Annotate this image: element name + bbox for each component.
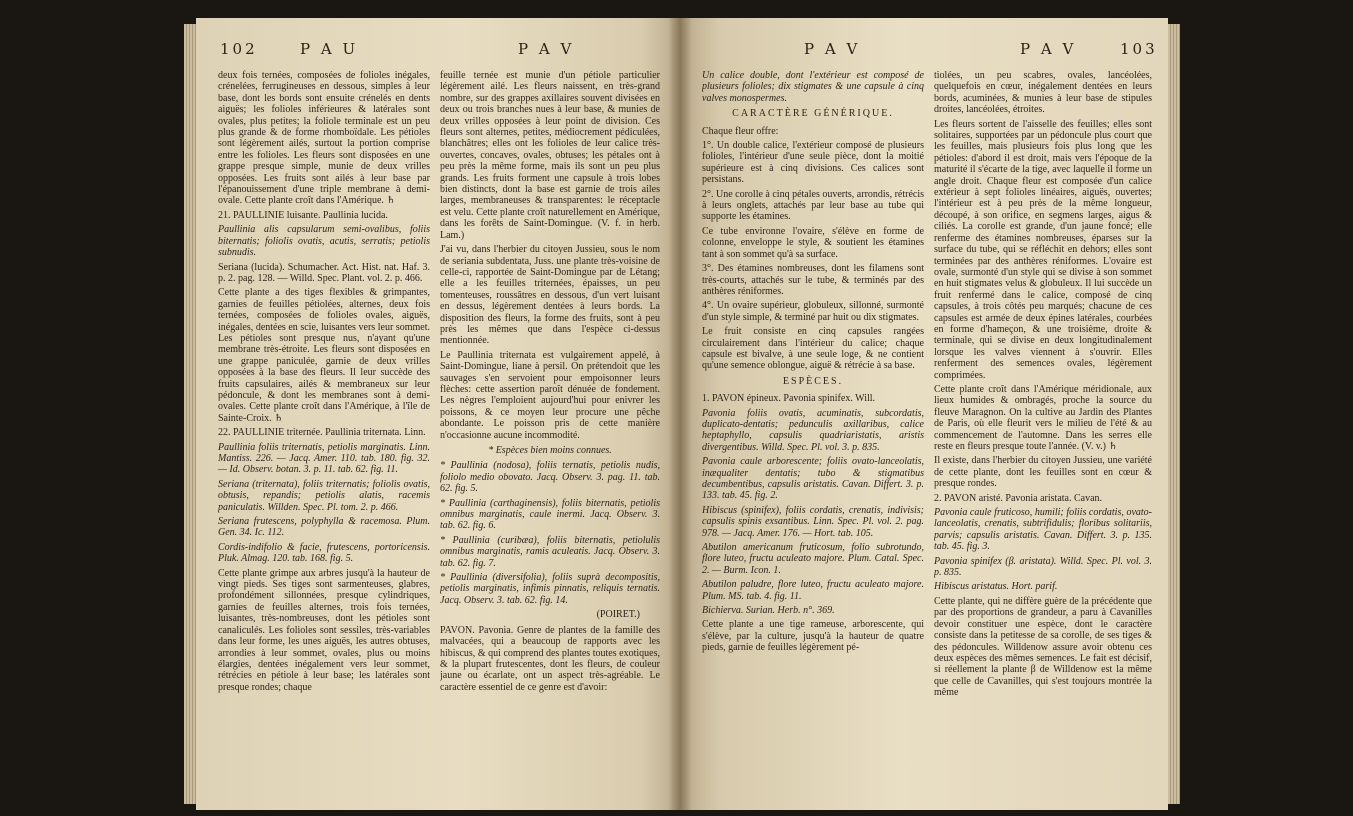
- left-page: [196, 18, 680, 810]
- species-heading: 2. PAVON aristé. Pavonia aristata. Cavan.: [934, 492, 1103, 504]
- latin-description: Paullinia foliis triternatis, petiolis marginatis. Linn. Mantiss. 226. — Jacq. Amer. 110. tab. 180. fig. 32. — Id. Observ. botan. 3. p. 11. tab. 62. fig. 11.: [218, 441, 430, 476]
- left-running-head-1: P A U: [300, 40, 359, 58]
- right-running-head-2: P A V: [1020, 40, 1077, 58]
- section-subheading: * Espèces bien moins connues.: [488, 445, 612, 456]
- latin-description: Hibiscus (spinifex), foliis cordatis, crenatis, indivisis; capsulis spinis exsantibus. Linn. Spec. Pl. vol. 2. pag. 978. — Jacq. Amer. 176. — Hort. tab. 105.: [702, 504, 924, 539]
- essential-character: Un calice double, dont l'extérieur est composé de plusieurs folioles; dix stigmates & une capsule à cinq valves monospermes.: [702, 70, 924, 104]
- latin-description: Hibiscus aristatus. Hort. parif.: [934, 581, 1058, 593]
- paragraph: J'ai vu, dans l'herbier du citoyen Jussieu, sous le nom de seriania subdentata, Juss. une plante très-voisine de celle-ci, rapportée de Saint-Domingue par de Létang; elle a les feuilles triternées, épaisses, un peu tomenteuses, roussâtres en dessous, d'un vert luisant en dessus, légèrement dentées à leurs bords. La disposition des fleurs, la forme des fruits, sont à peu près les mêmes que dans l'espèce ci-dessus mentionnée.: [440, 244, 660, 347]
- right-column-1: [702, 70, 924, 802]
- paragraph: Cette plante a une tige rameuse, arborescente, qui s'élève, par la culture, jusqu'à la hauteur de quatre pieds, garnie de feuilles légèrement pé-: [702, 619, 924, 654]
- latin-description: Pavonia caule fruticoso, humili; foliis cordatis, ovato-lanceolatis, crenatis, subtrifidulis; floribus solitariis, parvis; capsulis aristatis. Cavan. Differt. 3. p. 135. tab. 45. fig. 3.: [934, 507, 1152, 553]
- paragraph: Cette plante croît dans l'Amérique méridionale, aux lieux humides & ombragés, proche la source du fleuve Maragnon. On la cultive au Jardin des Plantes de Paris, où elle fleurit vers le milieu de l'été & au commencement de l'automne. Dans les serres elle reste en fleurs presque toute l'année. (V. v.) ♄: [934, 383, 1152, 452]
- genus-intro: PAVON. Pavonia. Genre de plantes de la famille des malvacées, qui a beaucoup de rapports avec les hibiscus, & qui comprend des plantes toutes exotiques, & la plupart frutescentes, dont les fleurs, de couleur jaune ou écarlate, ont un aspect très-agréable. Le caractère essentiel de ce genre est d'avoir:: [440, 624, 660, 693]
- latin-description: * Paullinia (curibæa), foliis biternatis, petiolulis omnibus marginatis, ramis aculeatis. Jacq. Observ. 3. tab. 62. fig. 7.: [440, 534, 660, 569]
- paragraph: Chaque fleur offre:: [702, 125, 779, 137]
- paragraph: 4°. Un ovaire supérieur, globuleux, sillonné, surmonté d'un style simple, & terminé par huit ou dix stigmates.: [702, 300, 924, 323]
- section-heading: ESPÈCES.: [782, 375, 844, 387]
- paragraph: feuille ternée est munie d'un pétiole particulier légèrement ailé. Les fleurs naissent, en très-grand nombre, sur des grappes axillaires souvent divisées en deux ou trois branches nues à leur base, & munies de deux vrilles opposées à leur point de division. Ces fleurs sont alternes, petites, médiocrement pédiculées, blanchâtres; elles ont les folioles de leur calice très-ouvertes, concaves, ovales, obtuses; les pétales ont à peu près la même forme, mais ils sont un peu plus grands. Les fruits forment une capsule à trois lobes bien distincts, dont la base est garnie de trois ailes larges, membraneuses & transparentes: le réceptacle est velu. Cette plante croît naturellement en Amérique, dans les forêts de Saint-Domingue. (V. f. in herb. Lam.): [440, 70, 660, 241]
- species-heading: 21. PAULLINIE luisante. Paullinia lucida.: [218, 209, 388, 221]
- author-signature: (POIRET.): [596, 609, 640, 621]
- paragraph: Les fleurs sortent de l'aisselle des feuilles; elles sont solitaires, supportées par un pédoncule plus court que les feuilles, mais plusieurs fois plus long que les pétioles: d'abord il est droit, mais vers l'époque de la maturité il s'écarte de la tige, avec laquelle il forme un angle droit. Chaque fleur est composée d'un calice extérieur à sept folioles linéaires, aiguës, ouvertes; l'intérieur est à peu près de la même longueur, découpé, à son orifice, en segmens larges, aigus & ciliés. La corolle est grande, d'un jaune foncé; elle renferme des étamines nombreuses, éparses sur la surface du tube, qui se réfléchit en dehors; elles sont terminées par des anthères réniformes. L'ovaire est ovale, surmonté d'un style qui se divise à son sommet en huit stigmates velus & globuleux. Il lui succède un fruit renfermé dans le calice, composé de cinq capsules, à trois côtés peu marqués; chacune de ces capsules est armée de deux épines latérales, courbées en forme d'hameçon, & une troisième, droite & terminale, qui se divise en deux longitudinalement lorsque les valves viennent à s'ouvrir. Elles renferment des semences ovales, légèrement comprimées.: [934, 118, 1152, 381]
- section-heading: CARACTÈRE GÉNÉRIQUE.: [732, 108, 894, 120]
- left-page-number: 102: [220, 40, 258, 58]
- latin-description: Abutilon paludre, flore luteo, fructu aculeato majore. Plum. MS. tab. 4. fig. 11.: [702, 579, 924, 602]
- right-page: [680, 18, 1168, 810]
- right-column-2: [934, 70, 1152, 802]
- latin-description: * Paullinia (diversifolia), foliis suprà decompositis, petiolis marginatis, infimis pinnatis, reliquis ternatis. Jacq. Observ. 3. tab. 62. fig. 14.: [440, 572, 660, 606]
- species-heading: 22. PAULLINIE triternée. Paullinia triternata. Linn.: [218, 427, 426, 439]
- species-heading: 1. PAVON épineux. Pavonia spinifex. Will.: [702, 393, 876, 405]
- reference: Cordis-indifolio & facie, frutescens, portoricensis. Pluk. Almag. 120. tab. 168. fig. 5.: [218, 541, 430, 565]
- latin-description: * Paullinia (carthaginensis), foliis biternatis, petiolis omnibus marginatis, caule inermi. Jacq. Observ. 3. tab. 62. fig. 6.: [440, 497, 660, 532]
- paragraph: Cette plante grimpe aux arbres jusqu'à la hauteur de vingt pieds. Ses tiges sont sarmenteuses, glabres, profondément sillonnées, presque cylindriques, garnies de feuilles alternes, trois fois ternées, luisantes, très-nombreuses, dont les pétioles sont canaliculés. Les folioles sont sessiles, très-variables dans leur forme, les unes aiguës, les autres obtuses, arrondies à leur sommet, ovales, plus ou moins élargies, dentées inégalement vers leur sommet, rétrécies en pétiole à leur base; les latérales sont presque rondes; chaque: [218, 567, 430, 693]
- paragraph: 1°. Un double calice, l'extérieur composé de plusieurs folioles, l'intérieur d'une seule pièce, dont la moitié supérieure est à cinq divisions. Ces calices sont persistans.: [702, 140, 924, 186]
- paragraph: Il existe, dans l'herbier du citoyen Jussieu, une variété de cette plante, dont les feuilles sont en cœur & presque rondes.: [934, 455, 1152, 490]
- latin-description: Pavonia spinifex (β. aristata). Willd. Spec. Pl. vol. 3. p. 835.: [934, 555, 1152, 579]
- paragraph: tiolées, un peu scabres, ovales, lancéolées, quelquefois en cœur, inégalement dentées en leurs bords, acuminées, & munies à leur base de stipules droites, lancéolées, étroites.: [934, 70, 1152, 116]
- left-running-head-2: P A V: [518, 40, 575, 58]
- latin-description: Pavonia foliis ovatis, acuminatis, subcordatis, duplicato-dentatis; pedunculis axillaribus, calice heptaphyllo, capsulis quadriaristatis, aristis divergentibus. Willd. Spec. Pl. vol. 3. p. 835.: [702, 407, 924, 453]
- paragraph: Cette plante a des tiges flexibles & grimpantes, garnies de feuilles pétiolées, alternes, deux fois ternées, composées de folioles ovales, aiguës, inégales, dentées en scie, luisantes vers leur sommet. Les pétioles sont presque nus, n'ayant qu'une membrane très-étroite. Les fleurs sont disposées en une grappe paniculée, garnie de deux vrilles opposées à la base des fleurs. Il leur succède des fruits capsulaires, ailés & membraneux sur leur pédoncule, & dont les membranes sont à demi-ovales. Cette plante croît dans l'Amérique, à l'île de Sainte-Croix. ♄: [218, 287, 430, 424]
- paragraph: 2°. Une corolle à cinq pétales ouverts, arrondis, rétrécis à leurs onglets, attachés par leur base au tube qui supporte les étamines.: [702, 188, 924, 223]
- paragraph: deux fois ternées, composées de folioles inégales, crénelées, ferrugineuses en dessous, simples à leur base, dont les bords sont ensuite crénelés en dents aiguës; les folioles inférieures & latérales sont ovales, plus petites; la foliole terminale est un peu plus grande & de forme rhomboïdale. Les pétioles sont légèrement ailés, surtout la portion comprise entre les folioles. Les fleurs sont disposées en une grappe presque simple, munie de deux vrilles opposées. Les fruits sont ailés à leur base par l'épanouissement d'une triple membrane à demi-ovale. Cette plante croît dans l'Amérique. ♄: [218, 70, 430, 207]
- paragraph: Le Paullinia triternata est vulgairement appelé, à Saint-Domingue, liane à persil. On prétendoit que les sauvages s'en servoient pour empoisonner leurs flèches: cette assertion paroît dénuée de fondement. Les nègres l'emploient aujourd'hui pour enivrer les poissons, & ce moyen leur procure une pêche abondante. Le poisson pris de cette manière n'occasionne aucune incommodité.: [440, 349, 660, 441]
- reference: Seriana frutescens, polyphylla & racemosa. Plum. Gen. 34. Ic. 112.: [218, 516, 430, 539]
- right-page-edges: [1168, 24, 1180, 804]
- latin-description: Pavonia caule arborescente; foliis ovato-lanceolatis, inæqualiter dentatis; tubo & stigmatibus decumbentibus, capsulis aristatis. Cavan. Differt. 3. p. 133. tab. 45. fig. 2.: [702, 456, 924, 502]
- book-gutter: [668, 18, 692, 810]
- left-column-2: [440, 70, 660, 802]
- left-column-1: [218, 70, 430, 802]
- latin-description: * Paullinia (nodosa), foliis ternatis, petiolis nudis, foliolo medio obovato. Jacq. Observ. 3. pag. 11. tab. 62. fig. 5.: [440, 460, 660, 495]
- reference: Seriana (lucida). Schumacher. Act. Hist. nat. Haf. 3. p. 2. pag. 128. — Willd. Spec. Plant. vol. 2. p. 466.: [218, 261, 430, 284]
- latin-description: Paullinia alis capsularum semi-ovalibus, foliis biternatis; foliolis ovatis, acutis, serratis; petiolis subnudis.: [218, 224, 430, 259]
- reference: Bichierva. Surian. Herb. n°. 369.: [702, 605, 835, 617]
- paragraph: Le fruit consiste en cinq capsules rangées circulairement dans l'intérieur du calice; chaque capsule est bivalve, à une seule loge, & ne contient qu'une semence oblongue, aiguë & rétrécie à sa base.: [702, 326, 924, 372]
- latin-description: Seriana (triternata), foliis triternatis; foliolis ovatis, obtusis, repandis; petiolis alatis, racemis paniculatis. Willden. Spec. Pl. tom. 2. p. 466.: [218, 478, 430, 513]
- right-page-number: 103: [1120, 40, 1158, 58]
- latin-description: Abutilon americanum fruticosum, folio subrotundo, flore luteo, fructu aculeato majore. Plum. Catal. Spec. 2. — Burm. Icon. 1.: [702, 542, 924, 576]
- left-page-edges: [184, 24, 196, 804]
- paragraph: Ce tube environne l'ovaire, s'élève en forme de colonne, enveloppe le style, & soutient les étamines tant à son sommet qu'à sa surface.: [702, 225, 924, 260]
- right-running-head-1: P A V: [804, 40, 861, 58]
- paragraph: Cette plante, qui ne diffère guère de la précédente que par des proportions de grandeur, a paru à Cavanilles devoir constituer une espèce, dont le caractère consiste dans la petitesse de sa corolle, de ses tiges & des pédoncules. Willdenow assure avoir obtenu ces deux espèces des mêmes semences. Le fait est décisif, si réellement la plante β de Willdenow est la même que celle de Cavanilles, qui s'est toujours montrée la même: [934, 595, 1152, 699]
- paragraph: 3°. Des étamines nombreuses, dont les filamens sont très-courts, attachés sur le tube, & terminés par des anthères réniformes.: [702, 263, 924, 297]
